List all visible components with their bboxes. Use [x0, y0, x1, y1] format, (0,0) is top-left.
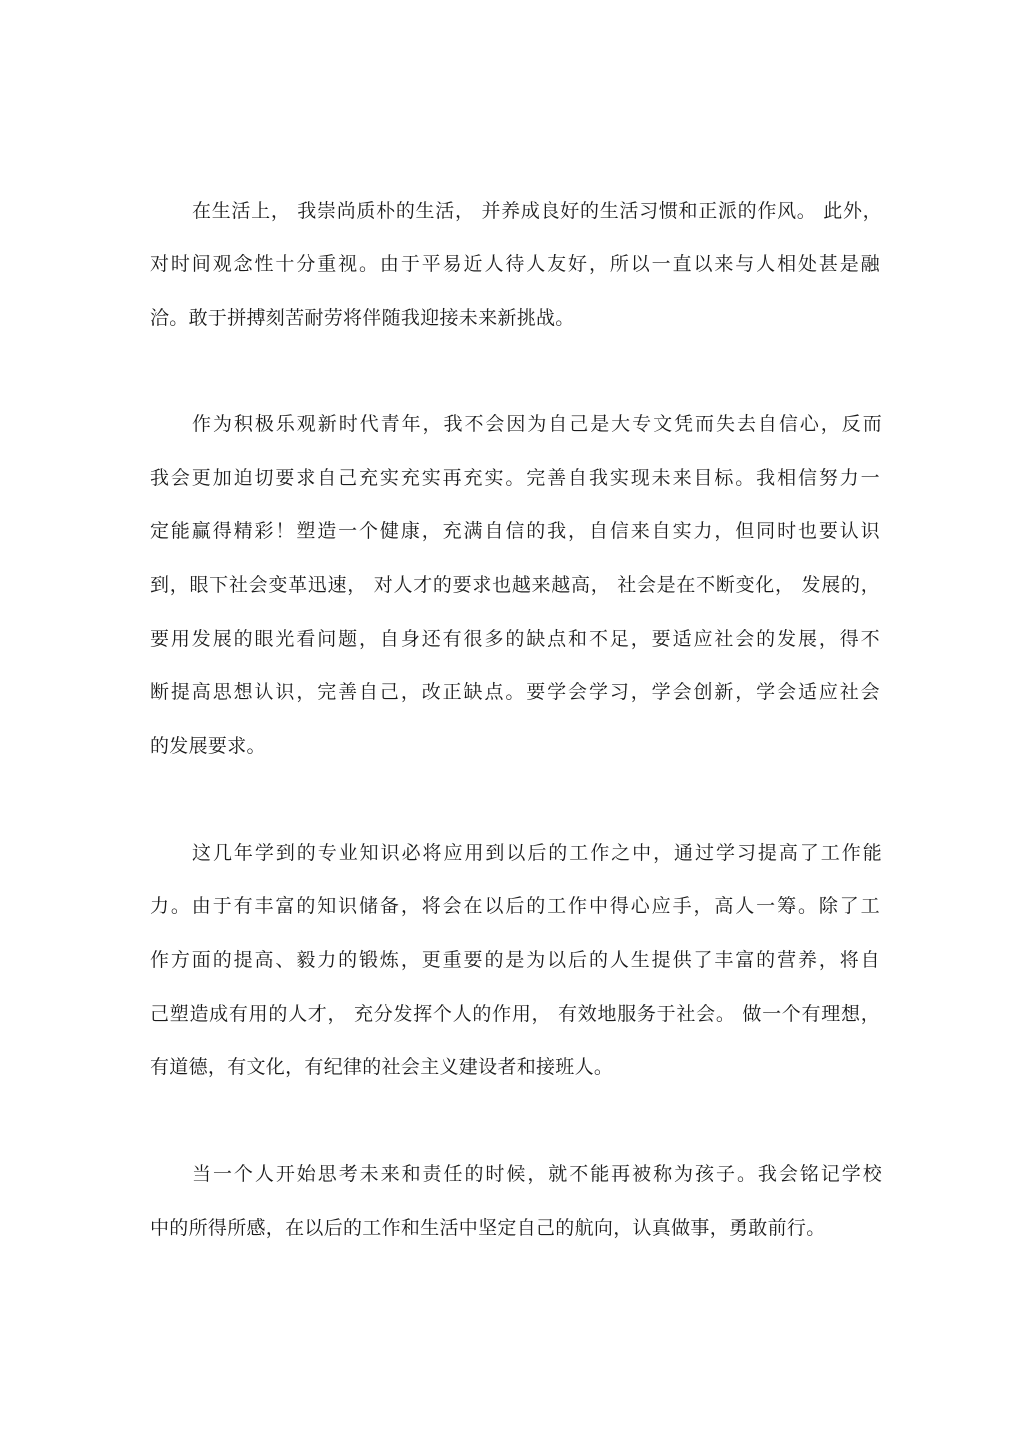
paragraph-2-line-3: 定能赢得精彩！塑造一个健康，充满自信的我，自信来自实力，但同时也要认识	[150, 520, 880, 542]
paragraph-3-line-5: 有道德，有文化，有纪律的社会主义建设者和接班人。	[150, 1056, 614, 1078]
paragraph-3-line-1: 这几年学到的专业知识必将应用到以后的工作之中，通过学习提高了工作能	[192, 842, 882, 864]
paragraph-1-line-1: 在生活上， 我崇尚质朴的生活， 并养成良好的生活习惯和正派的作风。 此外，	[192, 200, 882, 222]
paragraph-1-line-2: 对时间观念性十分重视。由于平易近人待人友好，所以一直以来与人相处甚是融	[150, 253, 880, 275]
paragraph-2-line-1: 作为积极乐观新时代青年，我不会因为自己是大专文凭而失去自信心，反而	[192, 413, 882, 435]
paragraph-2-line-6: 断提高思想认识，完善自己，改正缺点。要学会学习，学会创新，学会适应社会	[150, 681, 880, 703]
paragraph-3-line-3: 作方面的提高、毅力的锻炼，更重要的是为以后的人生提供了丰富的营养，将自	[150, 949, 880, 971]
paragraph-2-line-2: 我会更加迫切要求自己充实充实再充实。完善自我实现未来目标。我相信努力一	[150, 467, 880, 489]
paragraph-3-line-4: 己塑造成有用的人才， 充分发挥个人的作用， 有效地服务于社会。 做一个有理想，	[150, 1003, 880, 1025]
paragraph-4-line-2: 中的所得所感，在以后的工作和生活中坚定自己的航向，认真做事，勇敢前行。	[150, 1217, 826, 1239]
paragraph-2-line-5: 要用发展的眼光看问题，自身还有很多的缺点和不足，要适应社会的发展，得不	[150, 628, 880, 650]
paragraph-1-line-3: 洽。敢于拼搏刻苦耐劳将伴随我迎接未来新挑战。	[150, 307, 575, 329]
paragraph-4-line-1: 当一个人开始思考未来和责任的时候，就不能再被称为孩子。我会铭记学校	[192, 1163, 882, 1185]
paragraph-3-line-2: 力。由于有丰富的知识储备，将会在以后的工作中得心应手，高人一筹。除了工	[150, 895, 880, 917]
paragraph-2-line-7: 的发展要求。	[150, 735, 266, 757]
paragraph-2-line-4: 到，眼下社会变革迅速， 对人才的要求也越来越高， 社会是在不断变化， 发展的，	[150, 574, 880, 596]
